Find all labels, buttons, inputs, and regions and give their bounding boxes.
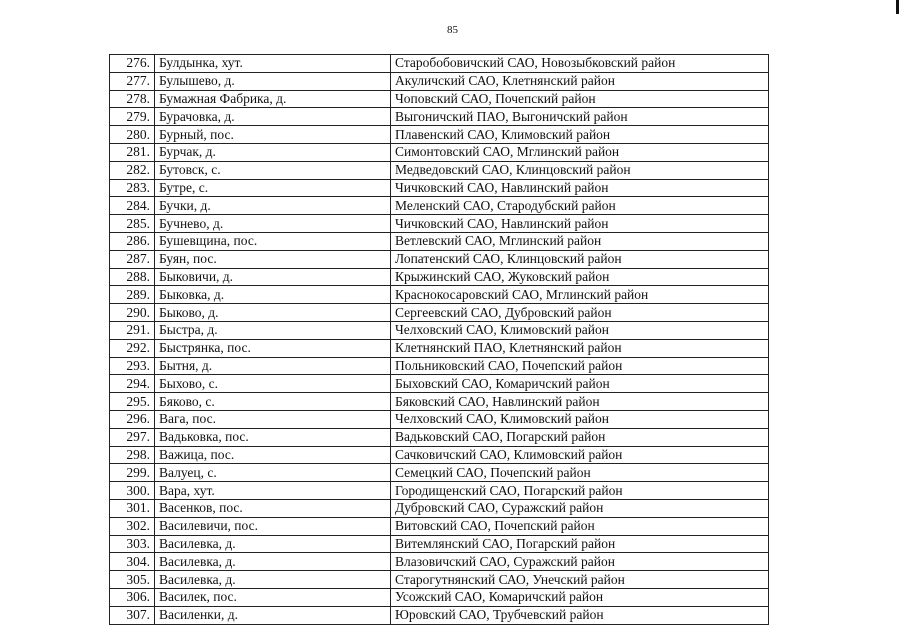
- settlement-name: Быковка, д.: [155, 286, 391, 304]
- settlement-name: Быстрянка, пос.: [155, 339, 391, 357]
- administrative-unit: Лопатенский САО, Клинцовский район: [391, 250, 769, 268]
- administrative-unit: Сергеевский САО, Дубровский район: [391, 304, 769, 322]
- table-row: [110, 517, 769, 535]
- administrative-unit: Симонтовский САО, Мглинский район: [391, 143, 769, 161]
- row-number: 280.: [110, 126, 155, 144]
- settlement-name: Бушевщина, пос.: [155, 232, 391, 250]
- administrative-unit: Челховский САО, Климовский район: [391, 321, 769, 339]
- settlement-name: Василевка, д.: [155, 535, 391, 553]
- settlement-name: Быково, д.: [155, 304, 391, 322]
- table-row: [110, 321, 769, 339]
- table-row: [110, 232, 769, 250]
- settlement-name: Бучнево, д.: [155, 215, 391, 233]
- table-row: [110, 446, 769, 464]
- table-row: [110, 535, 769, 553]
- row-number: 279.: [110, 108, 155, 126]
- administrative-unit: Краснокосаровский САО, Мглинский район: [391, 286, 769, 304]
- table-row: [110, 357, 769, 375]
- administrative-unit: Старобобовичский САО, Новозыбковский район: [391, 55, 769, 73]
- table-row: [110, 161, 769, 179]
- table-row: [110, 482, 769, 500]
- administrative-unit: Дубровский САО, Суражский район: [391, 499, 769, 517]
- row-number: 285.: [110, 215, 155, 233]
- table-row: [110, 304, 769, 322]
- table-row: [110, 339, 769, 357]
- settlement-name: Вадьковка, пос.: [155, 428, 391, 446]
- settlement-name: Бурачовка, д.: [155, 108, 391, 126]
- table-row: [110, 55, 769, 73]
- table-row: [110, 197, 769, 215]
- row-number: 293.: [110, 357, 155, 375]
- settlement-name: Вара, хут.: [155, 482, 391, 500]
- administrative-unit: Сачковичский САО, Климовский район: [391, 446, 769, 464]
- settlement-name: Булдынка, хут.: [155, 55, 391, 73]
- settlement-name: Бумажная Фабрика, д.: [155, 90, 391, 108]
- row-number: 290.: [110, 304, 155, 322]
- table-row: [110, 72, 769, 90]
- row-number: 284.: [110, 197, 155, 215]
- row-number: 288.: [110, 268, 155, 286]
- administrative-unit: Чичковский САО, Навлинский район: [391, 179, 769, 197]
- row-number: 303.: [110, 535, 155, 553]
- row-number: 277.: [110, 72, 155, 90]
- settlement-name: Васенков, пос.: [155, 499, 391, 517]
- row-number: 295.: [110, 393, 155, 411]
- administrative-unit: Бяковский САО, Навлинский район: [391, 393, 769, 411]
- edge-mark: [896, 0, 899, 14]
- row-number: 283.: [110, 179, 155, 197]
- administrative-unit: Ветлевский САО, Мглинский район: [391, 232, 769, 250]
- table-body: [110, 55, 769, 625]
- settlement-name: Быхово, с.: [155, 375, 391, 393]
- row-number: 304.: [110, 553, 155, 571]
- table-row: [110, 428, 769, 446]
- row-number: 301.: [110, 499, 155, 517]
- row-number: 307.: [110, 606, 155, 624]
- settlement-name: Бутре, с.: [155, 179, 391, 197]
- administrative-unit: Вадьковский САО, Погарский район: [391, 428, 769, 446]
- settlement-name: Валуец, с.: [155, 464, 391, 482]
- row-number: 291.: [110, 321, 155, 339]
- row-number: 281.: [110, 143, 155, 161]
- administrative-unit: Меленский САО, Стародубский район: [391, 197, 769, 215]
- table-row: [110, 268, 769, 286]
- row-number: 302.: [110, 517, 155, 535]
- settlement-name: Важица, пос.: [155, 446, 391, 464]
- administrative-unit: Выгоничский ПАО, Выгоничский район: [391, 108, 769, 126]
- administrative-unit: Юровский САО, Трубчевский район: [391, 606, 769, 624]
- administrative-unit: Семецкий САО, Почепский район: [391, 464, 769, 482]
- row-number: 286.: [110, 232, 155, 250]
- administrative-unit: Акуличский САО, Клетнянский район: [391, 72, 769, 90]
- table-row: [110, 571, 769, 589]
- administrative-unit: Старогутнянский САО, Унечский район: [391, 571, 769, 589]
- row-number: 278.: [110, 90, 155, 108]
- table-row: [110, 553, 769, 571]
- table-row: [110, 179, 769, 197]
- table-row: [110, 286, 769, 304]
- settlement-name: Бурчак, д.: [155, 143, 391, 161]
- row-number: 287.: [110, 250, 155, 268]
- row-number: 300.: [110, 482, 155, 500]
- table-row: [110, 108, 769, 126]
- administrative-unit: Влазовичский САО, Суражский район: [391, 553, 769, 571]
- administrative-unit: Городищенский САО, Погарский район: [391, 482, 769, 500]
- row-number: 298.: [110, 446, 155, 464]
- row-number: 299.: [110, 464, 155, 482]
- settlement-name: Быковичи, д.: [155, 268, 391, 286]
- settlement-name: Вага, пос.: [155, 410, 391, 428]
- row-number: 282.: [110, 161, 155, 179]
- administrative-unit: Витемлянский САО, Погарский район: [391, 535, 769, 553]
- row-number: 292.: [110, 339, 155, 357]
- settlement-name: Василевка, д.: [155, 553, 391, 571]
- administrative-unit: Чоповский САО, Почепский район: [391, 90, 769, 108]
- row-number: 289.: [110, 286, 155, 304]
- settlement-name: Булышево, д.: [155, 72, 391, 90]
- administrative-unit: Медведовский САО, Клинцовский район: [391, 161, 769, 179]
- row-number: 306.: [110, 588, 155, 606]
- row-number: 294.: [110, 375, 155, 393]
- administrative-unit: Чичковский САО, Навлинский район: [391, 215, 769, 233]
- settlement-name: Бытня, д.: [155, 357, 391, 375]
- settlement-name: Василенки, д.: [155, 606, 391, 624]
- row-number: 276.: [110, 55, 155, 73]
- table-row: [110, 375, 769, 393]
- table-row: [110, 588, 769, 606]
- settlement-name: Бучки, д.: [155, 197, 391, 215]
- table-row: [110, 464, 769, 482]
- row-number: 305.: [110, 571, 155, 589]
- table-row: [110, 126, 769, 144]
- administrative-unit: Крыжинский САО, Жуковский район: [391, 268, 769, 286]
- table-row: [110, 393, 769, 411]
- settlements-table: [109, 54, 769, 625]
- settlement-name: Василевка, д.: [155, 571, 391, 589]
- administrative-unit: Клетнянский ПАО, Клетнянский район: [391, 339, 769, 357]
- table-row: [110, 250, 769, 268]
- settlement-name: Бутовск, с.: [155, 161, 391, 179]
- administrative-unit: Быховский САО, Комаричский район: [391, 375, 769, 393]
- table-row: [110, 215, 769, 233]
- table-row: [110, 499, 769, 517]
- settlement-name: Бурный, пос.: [155, 126, 391, 144]
- administrative-unit: Челховский САО, Климовский район: [391, 410, 769, 428]
- administrative-unit: Плавенский САО, Климовский район: [391, 126, 769, 144]
- table-row: [110, 143, 769, 161]
- table-row: [110, 606, 769, 624]
- page-number: 85: [447, 24, 458, 36]
- settlement-name: Василевичи, пос.: [155, 517, 391, 535]
- administrative-unit: Витовский САО, Почепский район: [391, 517, 769, 535]
- settlement-name: Василек, пос.: [155, 588, 391, 606]
- settlement-name: Быстра, д.: [155, 321, 391, 339]
- table-row: [110, 410, 769, 428]
- administrative-unit: Польниковский САО, Почепский район: [391, 357, 769, 375]
- row-number: 297.: [110, 428, 155, 446]
- table-row: [110, 90, 769, 108]
- settlement-name: Бяково, с.: [155, 393, 391, 411]
- administrative-unit: Усожский САО, Комаричский район: [391, 588, 769, 606]
- settlement-name: Буян, пос.: [155, 250, 391, 268]
- row-number: 296.: [110, 410, 155, 428]
